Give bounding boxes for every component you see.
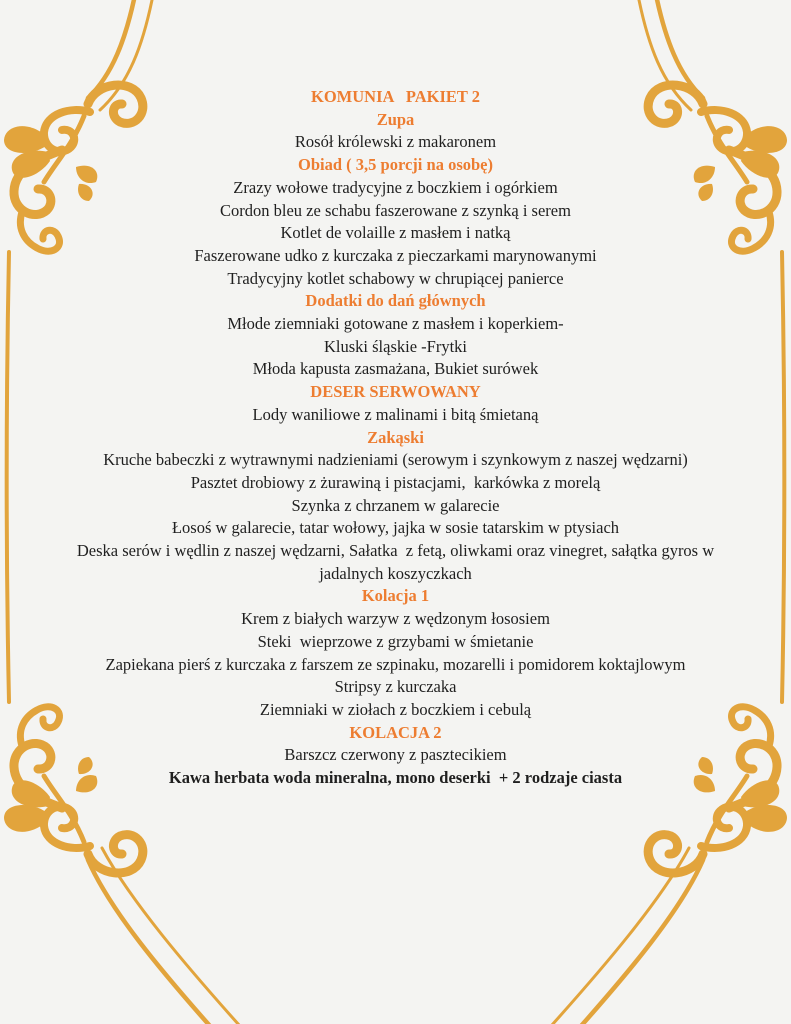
menu-section-heading: DESER SERWOWANY [310, 382, 481, 402]
menu-item: Stripsy z kurczaka [334, 677, 457, 697]
menu-item: Ziemniaki w ziołach z boczkiem i cebulą [259, 699, 532, 719]
menu-item: Kotlet de volaille z masłem i natką [280, 223, 511, 243]
menu-item: Krem z białych warzyw z wędzonym łososiem [241, 609, 550, 629]
menu-item: Młoda kapusta zasmażana, Bukiet surówek [252, 359, 539, 379]
menu-item: Łosoś w galarecie, tatar wołowy, jajka w sosie tatarskim w ptysiach [171, 518, 620, 538]
menu-section-heading: Zupa [376, 109, 415, 129]
menu-section-heading: Zakąski [367, 427, 424, 447]
menu [46, 0, 746, 790]
menu-section-heading: Kolacja 1 [361, 586, 430, 606]
menu-section-heading: Dodatki do dań głównych [305, 291, 486, 311]
menu-item: Faszerowane udko z kurczaka z pieczarkami marynowanymi [194, 245, 597, 265]
menu-item: Szynka z chrzanem w galarecie [291, 495, 500, 515]
menu-item: Rosół królewski z makaronem [294, 132, 497, 152]
menu-section-heading: KOLACJA 2 [349, 722, 442, 742]
menu-item: Zapiekana pierś z kurczaka z farszem ze szpinaku, mozarelli i pomidorem koktajlowym [105, 654, 686, 674]
menu-item: Młode ziemniaki gotowane z masłem i koperkiem- [227, 314, 564, 334]
menu-item: Tradycyjny kotlet schabowy w chrupiącej panierce [227, 268, 564, 288]
menu-item: Barszcz czerwony z pasztecikiem [284, 745, 507, 765]
menu-footer-note: Kawa herbata woda mineralna, mono deserki + 2 rodzaje ciasta [168, 768, 623, 788]
menu-item: Pasztet drobiowy z żurawiną i pistacjami, karkówka z morelą [190, 472, 601, 492]
menu-section-heading: Obiad ( 3,5 porcji na osobę) [298, 155, 493, 175]
menu-item: Deska serów i wędlin z naszej wędzarni, Sałatka z fetą, oliwkami oraz vinegret, sałątka gyros w jadalnych koszyczkach [76, 541, 719, 583]
menu-title: KOMUNIA PAKIET 2 [311, 87, 480, 106]
menu-item: Cordon bleu ze schabu faszerowane z szynką i serem [220, 200, 571, 220]
menu-item: Kruche babeczki z wytrawnymi nadzieniami (serowym i szynkowym z naszej wędzarni) [103, 450, 688, 470]
menu-item: Lody waniliowe z malinami i bitą śmietaną [252, 404, 539, 424]
menu-item: Kluski śląskie -Frytki [324, 336, 467, 356]
menu-item: Steki wieprzowe z grzybami w śmietanie [257, 631, 534, 651]
menu-item: Zrazy wołowe tradycyjne z boczkiem i ogórkiem [233, 177, 558, 197]
